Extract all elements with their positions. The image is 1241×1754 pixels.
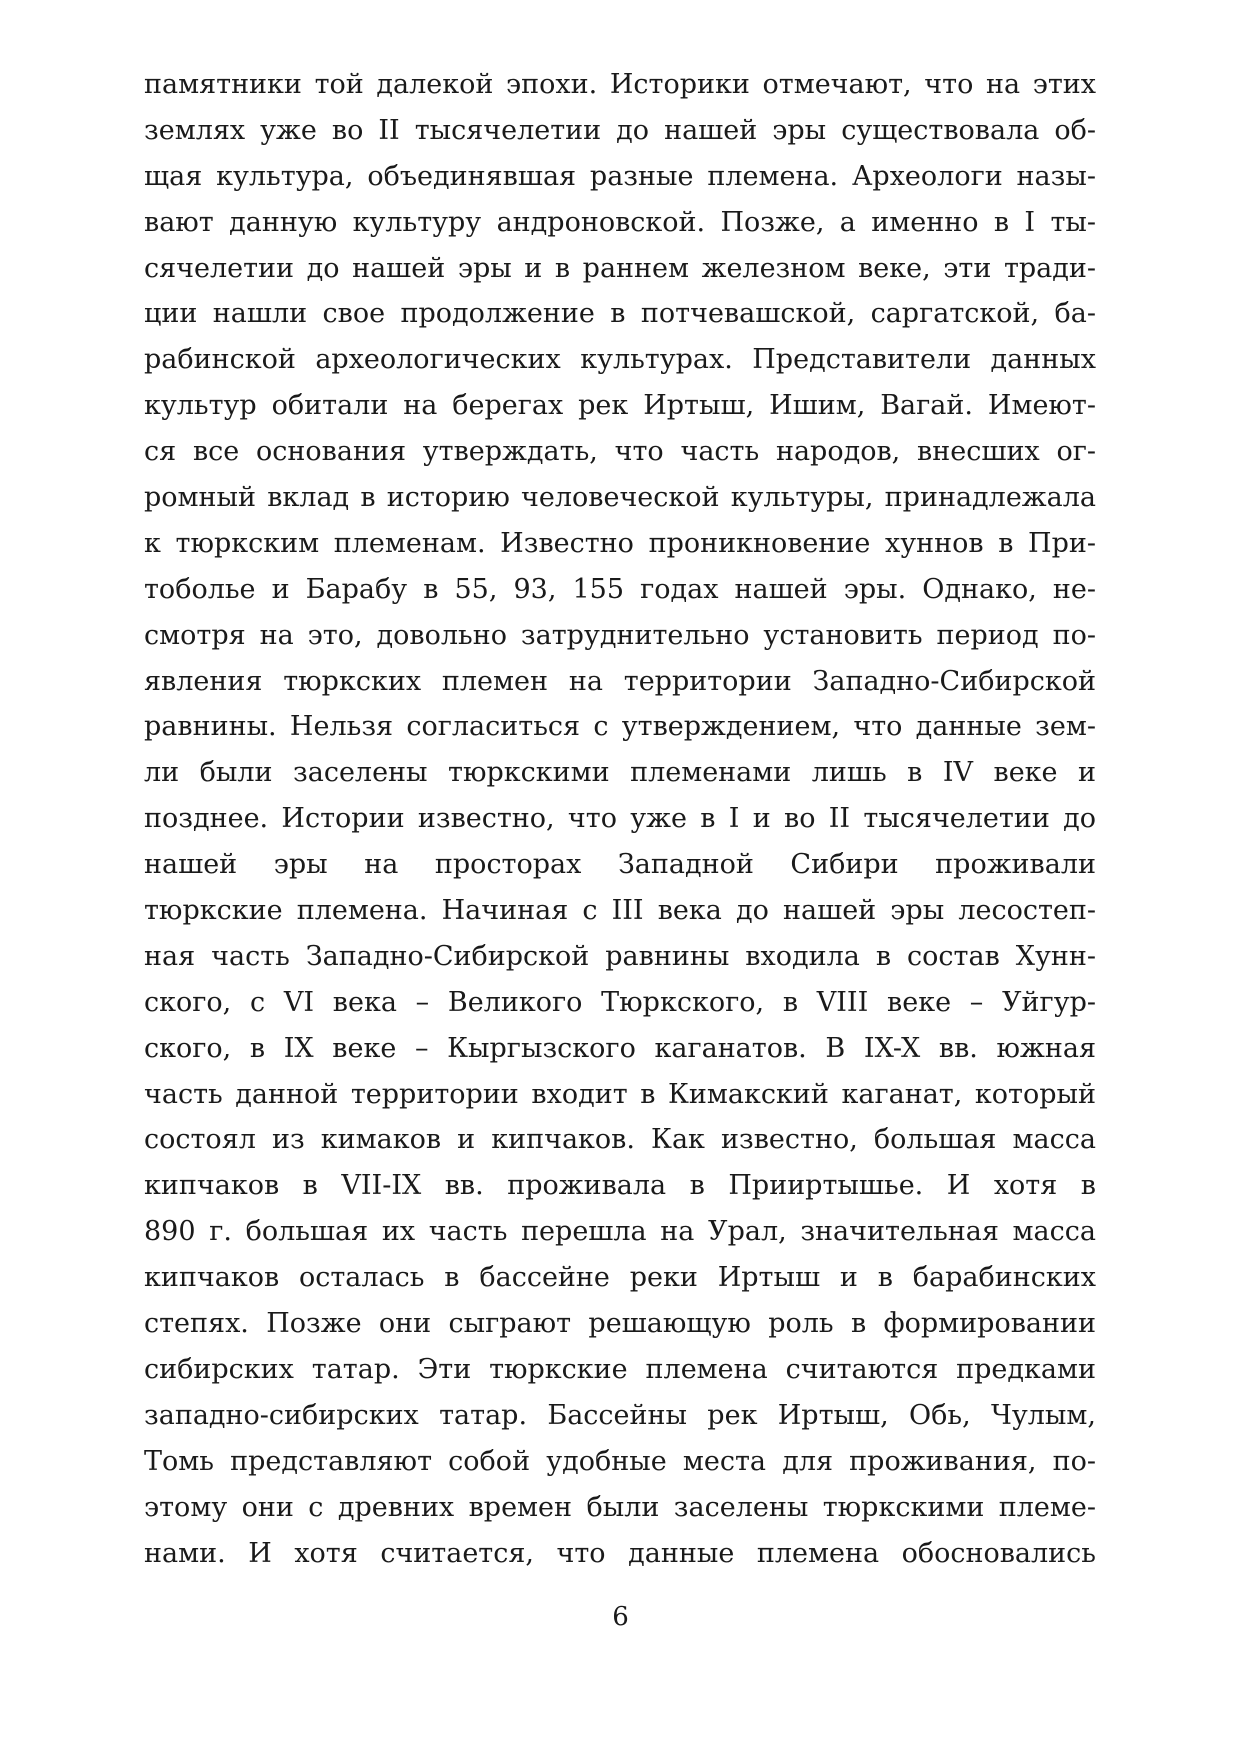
text-line: Томь представляют собой удобные места для проживания, по- bbox=[144, 1445, 1096, 1477]
text-line: степях. Позже они сыграют решающую роль в формировании bbox=[144, 1308, 1096, 1340]
text-line: вают данную культуру андроновской. Позже, а именно в I ты- bbox=[144, 206, 1096, 238]
text-line: щая культура, объединявшая разные племена. Археологи назы- bbox=[144, 160, 1096, 192]
text-line: сячелетии до нашей эры и в раннем железном веке, эти тради- bbox=[144, 252, 1096, 284]
text-line: ромный вклад в историю человеческой культуры, принадлежала bbox=[144, 482, 1096, 514]
text-line: этому они с древних времен были заселены тюркскими племе- bbox=[144, 1491, 1096, 1523]
text-line: тюркские племена. Начиная с III века до нашей эры лесостеп- bbox=[144, 895, 1096, 927]
text-line: явления тюркских племен на территории Западно-Сибирской bbox=[144, 665, 1096, 697]
page-number: 6 bbox=[612, 1602, 629, 1632]
text-line: рабинской археологических культурах. Представители данных bbox=[144, 344, 1096, 376]
text-line: тоболье и Барабу в 55, 93, 155 годах нашей эры. Однако, не- bbox=[144, 573, 1096, 605]
text-line: ского, в IX веке – Кыргызского каганатов. В IX-X вв. южная bbox=[144, 1032, 1096, 1064]
text-line: к тюркским племенам. Известно проникновение хуннов в При- bbox=[144, 527, 1096, 559]
text-line: ся все основания утверждать, что часть народов, внесших ог- bbox=[144, 436, 1096, 468]
text-line: часть данной территории входит в Кимакский каганат, который bbox=[144, 1078, 1096, 1110]
text-line: памятники той далекой эпохи. Историки отмечают, что на этих bbox=[144, 69, 1096, 100]
text-line: 890 г. большая их часть перешла на Урал, значительная масса bbox=[144, 1216, 1096, 1248]
text-line: кипчаков осталась в бассейне реки Иртыш и в барабинских bbox=[144, 1262, 1096, 1294]
text-line: западно-сибирских татар. Бассейны рек Иртыш, Обь, Чулым, bbox=[144, 1399, 1096, 1431]
body-text bbox=[144, 62, 1096, 1576]
text-line: нами. И хотя считается, что данные племена обосновались bbox=[144, 1537, 1096, 1569]
text-line: ли были заселены тюркскими племенами лишь в IV веке и bbox=[144, 757, 1096, 789]
text-line: культур обитали на берегах рек Иртыш, Ишим, Вагай. Имеют- bbox=[144, 390, 1096, 422]
text-line: смотря на это, довольно затруднительно установить период по- bbox=[144, 619, 1096, 651]
text-line: ции нашли свое продолжение в потчевашской, саргатской, ба- bbox=[144, 298, 1096, 330]
text-line: сибирских татар. Эти тюркские племена считаются предками bbox=[144, 1353, 1096, 1385]
text-line: нашей эры на просторах Западной Сибири проживали bbox=[144, 849, 1096, 881]
text-line: ная часть Западно-Сибирской равнины входила в состав Хунн- bbox=[144, 940, 1096, 972]
text-line: кипчаков в VII-IX вв. проживала в Прииртышье. И хотя в bbox=[144, 1170, 1096, 1202]
text-line: равнины. Нельзя согласиться с утверждением, что данные зем- bbox=[144, 711, 1096, 743]
text-line: ского, с VI века – Великого Тюркского, в VIII веке – Уйгур- bbox=[144, 986, 1096, 1018]
text-line: позднее. Истории известно, что уже в I и во II тысячелетии до bbox=[144, 803, 1096, 835]
text-line: землях уже во II тысячелетии до нашей эры существовала об- bbox=[144, 114, 1096, 146]
text-line: состоял из кимаков и кипчаков. Как известно, большая масса bbox=[144, 1124, 1096, 1156]
